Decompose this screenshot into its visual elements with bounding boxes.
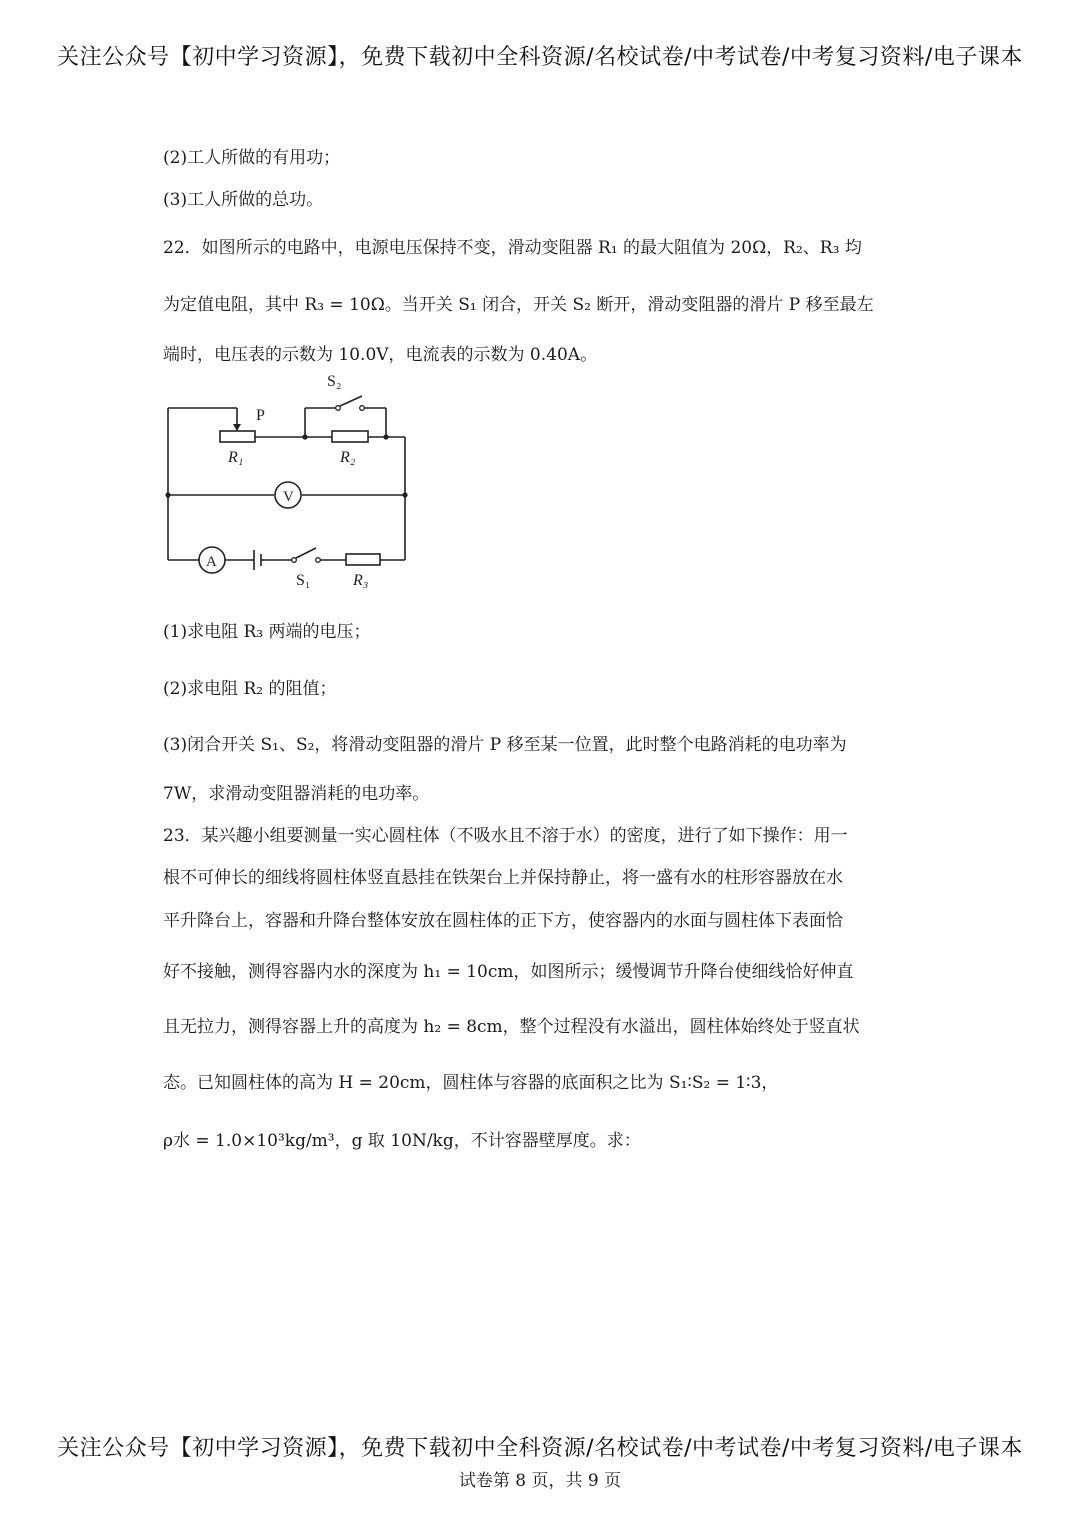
header-banner: 关注公众号【初中学习资源】，免费下载初中全科资源/名校试卷/中考试卷/中考复习资料/电子课本 [57, 45, 1023, 70]
r3-resistor [346, 554, 380, 565]
r3-label: R₃ [353, 572, 369, 589]
q22-line-2: 为定值电阻，其中 R₃ = 10Ω。当开关 S₁ 闭合，开关 S₂ 断开，滑动变阻器的滑片 P 移至最左 [163, 295, 874, 315]
q21-part2: (2)工人所做的有用功； [163, 148, 341, 168]
s2-label: S₂ [327, 373, 342, 390]
r2-resistor [332, 431, 368, 442]
q23-line-4: 好不接触，测得容器内水的深度为 h₁ = 10cm，如图所示；缓慢调节升降台使细线恰好伸直 [163, 962, 854, 982]
circuit-diagram [150, 368, 430, 598]
q22-line-1: 22．如图所示的电路中，电源电压保持不变，滑动变阻器 R₁ 的最大阻值为 20Ω，R₂、R₃ 均 [163, 238, 862, 258]
a-label: A [206, 554, 217, 570]
q23-line-2: 根不可伸长的细线将圆柱体竖直悬挂在铁架台上并保持静止，将一盛有水的柱形容器放在水 [163, 868, 843, 888]
q22-sub-3-cont: 7W，求滑动变阻器消耗的电功率。 [163, 784, 430, 804]
r2-label: R₂ [340, 449, 356, 466]
q23-line-6: 态。已知圆柱体的高为 H = 20cm，圆柱体与容器的底面积之比为 S₁∶S₂ = 1∶3， [163, 1073, 779, 1093]
q23-line-1: 23．某兴趣小组要测量一实心圆柱体（不吸水且不溶于水）的密度，进行了如下操作：用一 [163, 826, 848, 846]
footer-banner: 关注公众号【初中学习资源】，免费下载初中全科资源/名校试卷/中考试卷/中考复习资料/电子课本 [57, 1436, 1023, 1461]
q23-line-7: ρ水 = 1.0×10³kg/m³，g 取 10N/kg，不计容器壁厚度。求： [163, 1131, 641, 1151]
q22-line-3: 端时，电压表的示数为 10.0V，电流表的示数为 0.40A。 [163, 345, 598, 365]
q22-sub-1: (1)求电阻 R₃ 两端的电压； [163, 622, 371, 642]
r1-label: R₁ [228, 449, 244, 466]
v-label: V [283, 489, 294, 505]
q22-sub-2: (2)求电阻 R₂ 的阻值； [163, 679, 337, 699]
s1-label: S₁ [296, 572, 311, 589]
q23-line-3: 平升降台上，容器和升降台整体安放在圆柱体的正下方，使容器内的水面与圆柱体下表面恰 [163, 911, 843, 931]
q23-line-5: 且无拉力，测得容器上升的高度为 h₂ = 8cm，整个过程没有水溢出，圆柱体始终处于竖直状 [163, 1017, 860, 1037]
p-label: P [256, 407, 265, 424]
r1-resistor [220, 431, 255, 442]
q22-sub-3: (3)闭合开关 S₁、S₂，将滑动变阻器的滑片 P 移至某一位置，此时整个电路消耗的电功率为 [163, 735, 847, 755]
q21-part3: (3)工人所做的总功。 [163, 190, 324, 210]
page-number: 试卷第 8 页，共 9 页 [458, 1471, 622, 1491]
